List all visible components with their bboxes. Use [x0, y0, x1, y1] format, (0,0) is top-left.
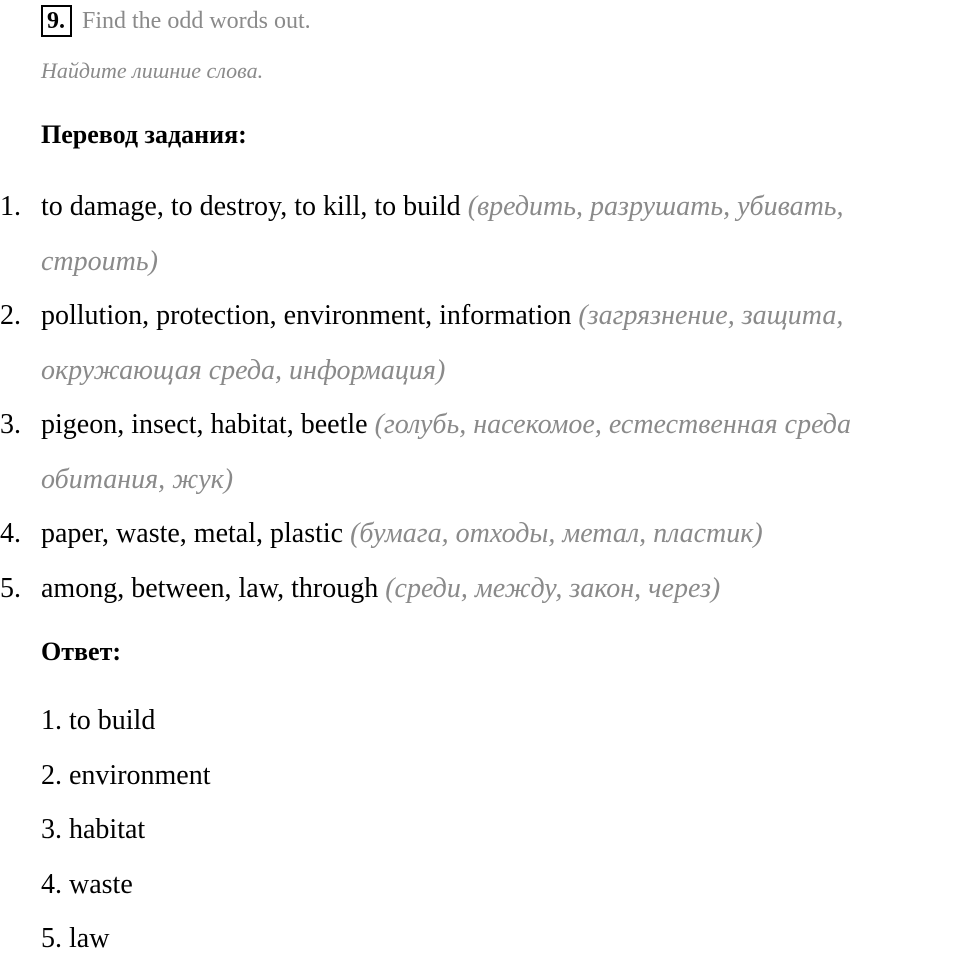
- task-number-badge: 9.: [41, 5, 72, 37]
- task-header: [41, 4, 311, 38]
- item-translation: (среди, между, закон, через): [385, 572, 721, 604]
- list-item: [0, 507, 960, 562]
- item-words: among, between, law, through: [41, 572, 386, 604]
- item-words: to damage, to destroy, to kill, to build: [41, 191, 468, 222]
- translation-heading: Перевод задания:: [41, 120, 247, 149]
- item-number: 4.: [0, 518, 21, 549]
- answer-item: 1. to build: [41, 705, 156, 736]
- list-item: [0, 398, 960, 507]
- item-words: pigeon, insect, habitat, beetle: [41, 409, 375, 440]
- task-subtitle: Найдите лишние слова.: [41, 58, 264, 83]
- answer-item: 5. law: [41, 923, 110, 954]
- item-number: 1.: [0, 191, 21, 222]
- item-number: 5.: [0, 572, 21, 604]
- answer-list: [41, 694, 211, 967]
- list-item: [0, 289, 960, 398]
- item-translation: (бумага, отходы, метал, пластик): [350, 518, 763, 549]
- item-number: 2.: [0, 300, 21, 331]
- item-translation: (загрязнение, защита, окружающая среда, информация): [41, 300, 844, 386]
- list-item: [0, 180, 960, 289]
- item-translation: (голубь, насекомое, естественная среда обитания, жук): [41, 409, 851, 495]
- item-translation: (вредить, разрушать, убивать, строить): [41, 191, 844, 277]
- task-title: Find the odd words out.: [82, 7, 311, 34]
- item-words: pollution, protection, environment, information: [41, 300, 579, 331]
- translation-list: [0, 180, 960, 616]
- item-number: 3.: [0, 409, 21, 440]
- answer-heading: Ответ:: [41, 637, 122, 666]
- answer-item: 4. waste: [41, 868, 133, 900]
- item-words: paper, waste, metal, plastic: [41, 518, 351, 549]
- list-item: [0, 562, 960, 617]
- answer-item: 2. environment: [41, 759, 211, 791]
- answer-item: 3. habitat: [41, 814, 146, 845]
